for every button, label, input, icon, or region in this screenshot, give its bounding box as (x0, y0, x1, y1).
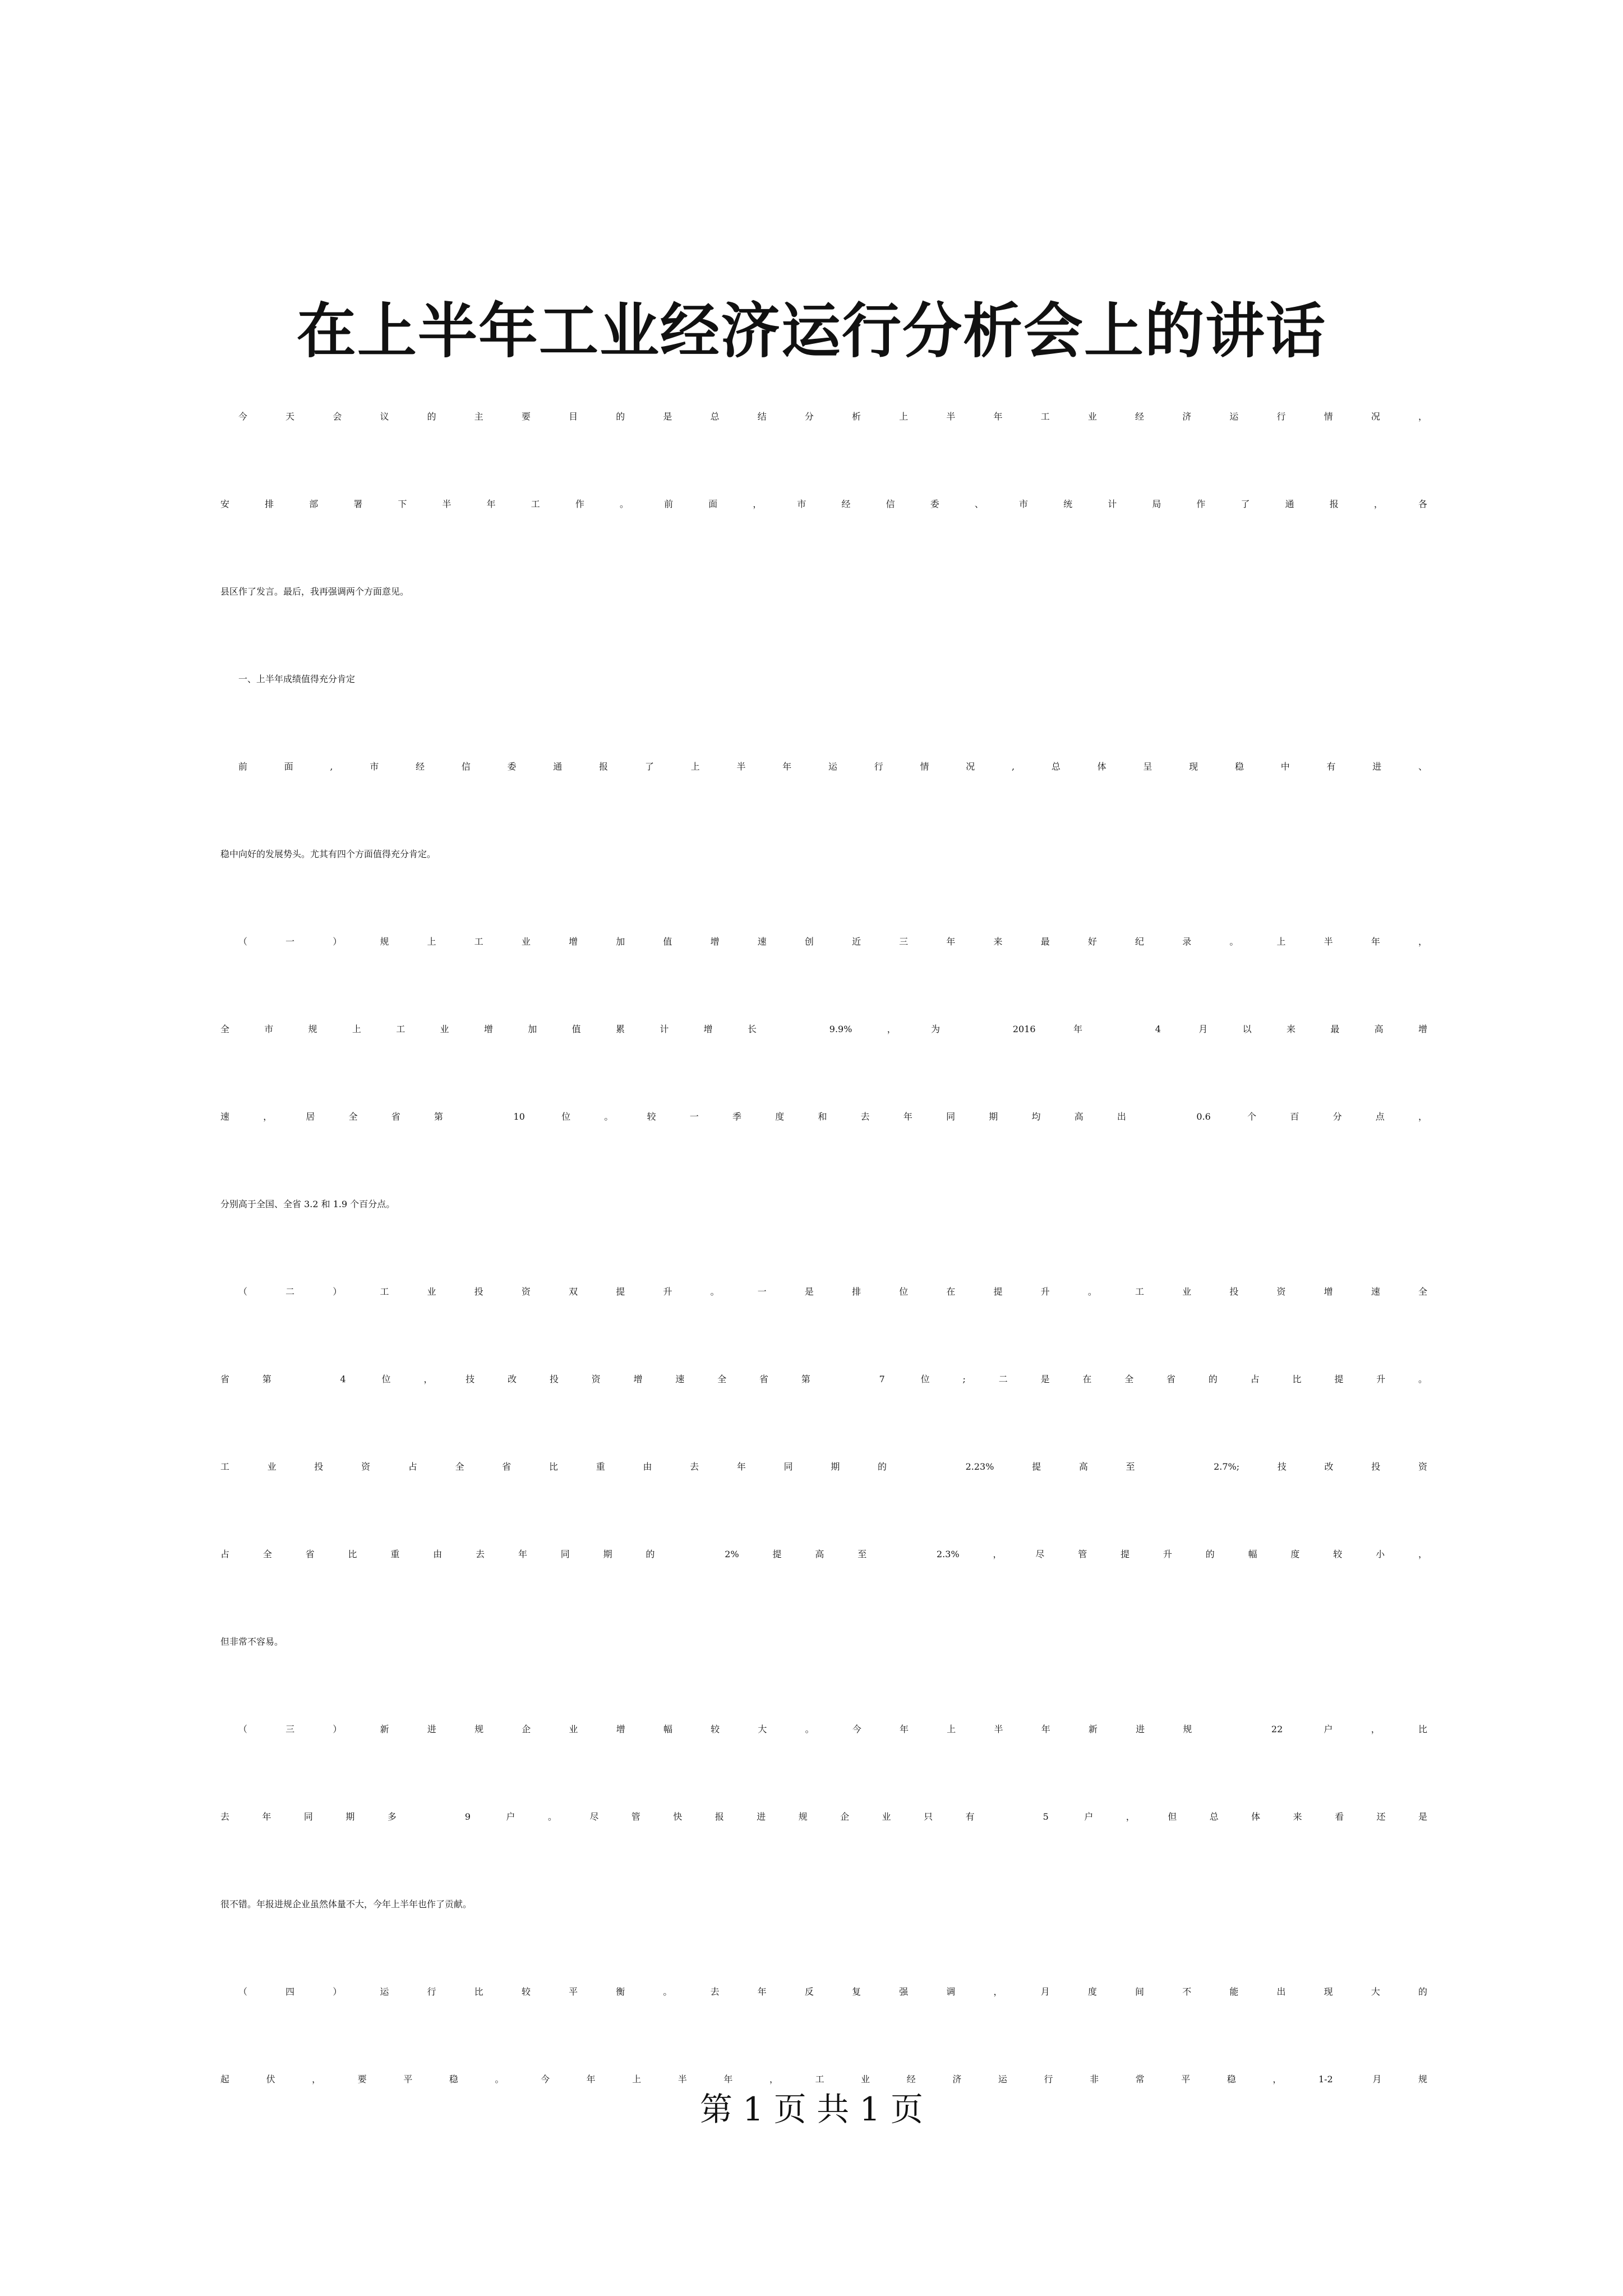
body-line: 前面,市经信委通报了上半年运行情况,总体呈现稳中有进、 (238, 761, 1427, 772)
document-title: 在上半年工业经济运行分析会上的讲话 (297, 296, 1326, 366)
body-line: 工业投资占全省比重由去年同期的 2.23%提高至 2.7%;技改投资 (220, 1461, 1427, 1472)
section-heading: 一、上半年成绩值得充分肯定 (238, 674, 356, 684)
page-number: 第 1 页 共 1 页 (700, 2090, 923, 2128)
body-line: 分别高于全国、全省 3.2 和 1.9 个百分点。 (220, 1199, 395, 1209)
body-line: 县区作了发言。最后，我再强调两个方面意见。 (220, 586, 409, 597)
body-line: 去年同期多 9 户。尽管快报进规企业只有 5 户，但总体来看还是 (220, 1811, 1427, 1822)
body-line: 很不错。年报进规企业虽然体量不大，今年上半年也作了贡献。 (220, 1899, 472, 1910)
body-line: （二）工业投资双提升。一是排位在提升。工业投资增速全 (238, 1286, 1427, 1297)
body-line: （四）运行比较平衡。去年反复强调，月度间不能出现大的 (238, 1986, 1427, 1997)
body-line: （三）新进规企业增幅较大。今年上半年新进规 22 户，比 (238, 1724, 1427, 1734)
body-line: 省第 4 位，技改投资增速全省第 7 位;二是在全省的占比提升。 (220, 1374, 1427, 1384)
body-line: 但非常不容易。 (220, 1636, 284, 1647)
document-body (220, 409, 1427, 2160)
body-line: （一）规上工业增加值增速创近三年来最好纪录。上半年， (238, 936, 1427, 947)
body-line: 今天会议的主要目的是总结分析上半年工业经济运行情况， (238, 411, 1427, 422)
body-line: 起伏，要平稳。今年上半年，工业经济运行非常平稳，1-2 月规 (220, 2074, 1427, 2085)
body-line: 速，居全省第 10 位。较一季度和去年同期均高出 0.6 个百分点， (220, 1111, 1427, 1122)
body-line: 占全省比重由去年同期的 2%提高至 2.3%，尽管提升的幅度较小， (220, 1549, 1427, 1559)
body-line: 全市规上工业增加值累计增长 9.9%，为 2016 年 4 月以来最高增 (220, 1024, 1427, 1034)
body-line: 安排部署下半年工作。前面，市经信委、市统计局作了通报，各 (220, 499, 1427, 509)
body-line: 稳中向好的发展势头。尤其有四个方面值得充分肯定。 (220, 849, 436, 859)
